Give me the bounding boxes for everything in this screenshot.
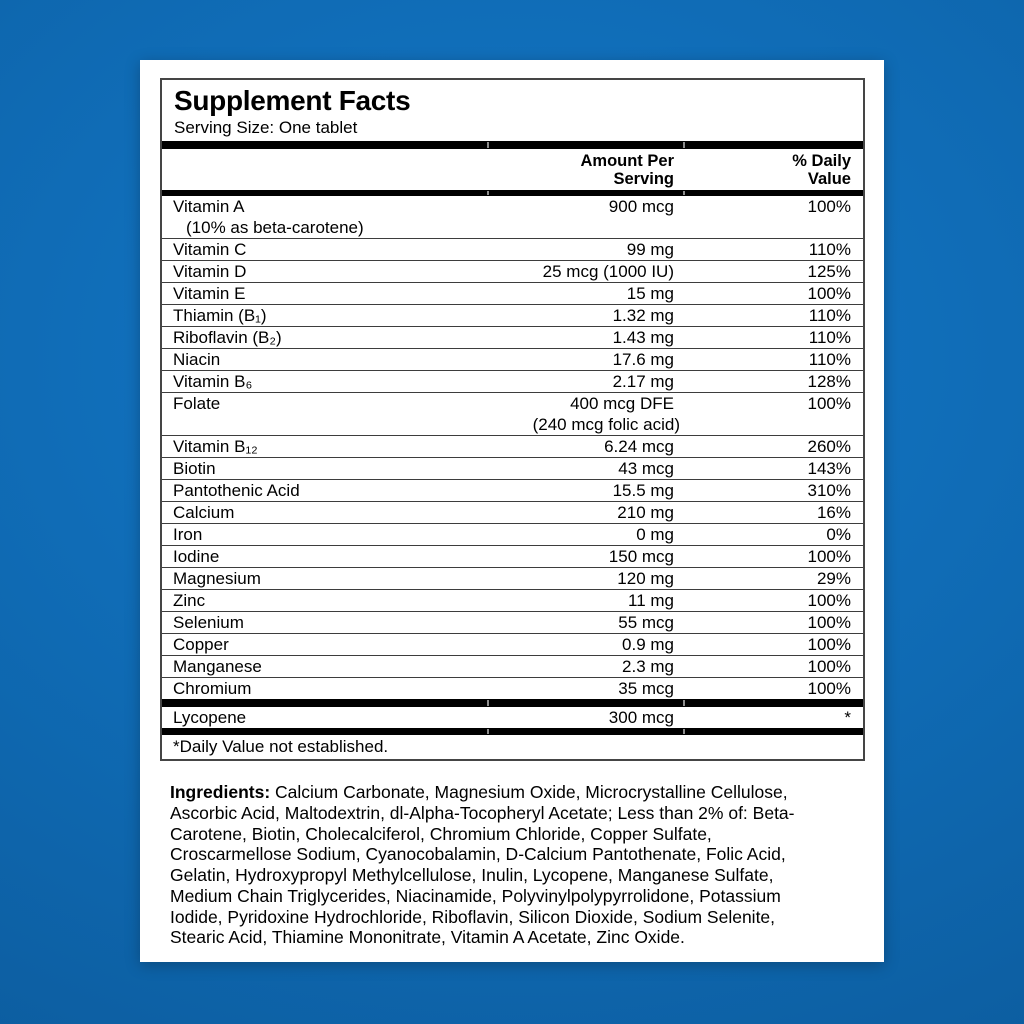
divider-bar [162,190,863,196]
nutrient-amount: 17.6 mg [612,350,674,369]
table-row [162,196,863,238]
column-notch [683,191,685,195]
nutrient-name: Riboflavin (B₂) [173,328,282,347]
table-row [162,655,863,677]
table-row [162,326,863,348]
nutrient-daily-value: 128% [807,372,851,391]
column-header-spacer [162,152,489,188]
nutrient-daily-value: 16% [816,503,851,522]
table-row [162,370,863,392]
nutrient-amount: 43 mcg [618,459,674,478]
column-header-amount: Amount Per Serving [580,152,674,188]
ingredients-line: Stearic Acid, Thiamine Mononitrate, Vitamin A Acetate, Zinc Oxide. [170,927,685,948]
nutrient-amount: 0.9 mg [622,635,674,654]
ingredients-paragraph [170,782,870,948]
table-row [162,633,863,655]
nutrient-daily-value: 100% [807,679,851,698]
nutrient-amount: 210 mg [617,503,674,522]
nutrient-amount: 99 mg [626,240,674,259]
nutrient-daily-value: 110% [808,350,851,369]
nutrient-daily-value: 29% [816,569,851,588]
ingredients-line: Carotene, Biotin, Cholecalciferol, Chromium Chloride, Copper Sulfate, [170,823,712,844]
nutrient-name: Lycopene [173,708,247,727]
nutrient-amount: 6.24 mcg [604,437,674,456]
nutrient-daily-value: * [844,708,851,727]
nutrient-table [162,196,863,699]
nutrient-amount: 300 mcg [608,708,674,727]
nutrient-name: Biotin [173,459,216,478]
nutrient-name: Vitamin A [173,197,245,216]
nutrient-amount: 0 mg [636,525,674,544]
panel-header [162,80,863,141]
nutrient-name: Zinc [173,591,206,610]
nutrient-amount: 15.5 mg [612,481,674,500]
table-row [162,282,863,304]
nutrient-daily-value: 100% [807,547,851,566]
nutrient-amount: 25 mcg (1000 IU) [542,262,674,281]
table-row [162,348,863,370]
nutrient-daily-value: 110% [808,306,851,325]
nutrient-daily-value: 100% [807,635,851,654]
nutrient-amount: 150 mcg [608,547,674,566]
nutrient-amount: 11 mg [628,591,674,610]
table-row [162,523,863,545]
nutrient-amount: 120 mg [617,569,674,588]
nutrient-amount: 55 mcg [618,613,674,632]
nutrient-amount: 35 mcg [618,679,674,698]
column-notch [683,142,685,148]
nutrient-daily-value: 260% [807,437,851,456]
nutrient-daily-value: 110% [808,328,851,347]
nutrient-daily-value: 143% [807,459,851,478]
table-row [162,567,863,589]
nutrient-amount: 1.43 mg [612,328,674,347]
column-notch [487,700,489,706]
nutrient-name: Selenium [173,613,244,632]
table-row [162,545,863,567]
nutrient-name: Iodine [173,547,220,566]
nutrient-name: Pantothenic Acid [173,481,300,500]
table-row [162,304,863,326]
nutrient-name: Iron [173,525,203,544]
nutrient-name: Vitamin E [173,284,246,303]
table-row [162,435,863,457]
serving-size: Serving Size: One tablet [174,118,358,137]
nutrient-name: Vitamin B₁₂ [173,437,258,456]
column-headers [162,149,863,190]
nutrient-name: Copper [173,635,229,654]
supplement-label-card [140,60,884,962]
nutrient-amount: 900 mcg [608,197,674,216]
table-row [162,238,863,260]
nutrient-daily-value: 100% [807,591,851,610]
ingredients-line: Croscarmellose Sodium, Cyanocobalamin, D-Calcium Pantothenate, Folic Acid, [170,844,786,865]
nutrient-amount-line2: (240 mcg folic acid) [532,415,680,434]
divider-bar [162,141,863,149]
column-notch [683,729,685,734]
nutrient-name-line2: (10% as beta-carotene) [186,218,364,237]
divider-bar [162,699,863,707]
nutrient-daily-value: 100% [807,657,851,676]
table-row [162,260,863,282]
supplement-facts-panel [160,78,865,761]
ingredients-line: Ascorbic Acid, Maltodextrin, dl-Alpha-Tocopheryl Acetate; Less than 2% of: Beta- [170,802,795,823]
nutrient-daily-value: 110% [808,240,851,259]
nutrient-daily-value: 100% [807,197,851,216]
table-row [162,457,863,479]
column-notch [487,142,489,148]
table-row [162,479,863,501]
nutrient-name: Vitamin C [173,240,247,259]
ingredients-line: Gelatin, Hydroxypropyl Methylcellulose, Inulin, Lycopene, Manganese Sulfate, [170,865,774,885]
nutrient-amount: 1.32 mg [612,306,674,325]
footnote: *Daily Value not established. [173,737,389,756]
nutrient-daily-value: 100% [807,284,851,303]
nutrient-name: Thiamin (B₁) [173,306,267,325]
nutrient-daily-value: 100% [807,394,851,413]
ingredients-line: Ingredients: Calcium Carbonate, Magnesium Oxide, Microcrystalline Cellulose, [170,782,788,802]
column-notch [487,729,489,734]
nutrient-name: Manganese [173,657,262,676]
ingredients-section [170,782,870,948]
table-row [162,589,863,611]
table-row [162,611,863,633]
table-row [162,392,863,435]
label-title: Supplement Facts [174,85,411,116]
column-header-daily-value: % Daily Value [792,152,851,188]
nutrient-daily-value: 100% [807,613,851,632]
table-row [162,501,863,523]
nutrient-daily-value: 0% [826,525,851,544]
nutrient-daily-value: 125% [807,262,851,281]
divider-bar [162,728,863,735]
other-ingredient-table [162,707,863,728]
nutrient-amount: 400 mcg DFE [570,394,674,413]
ingredients-line: Medium Chain Triglycerides, Niacinamide, Polyvinylpolypyrrolidone, Potassium [170,885,781,906]
nutrient-amount: 2.3 mg [622,657,674,676]
ingredients-line: Iodide, Pyridoxine Hydrochloride, Riboflavin, Silicon Dioxide, Sodium Selenite, [170,906,776,927]
nutrient-name: Magnesium [173,569,261,588]
nutrient-name: Vitamin D [173,262,247,281]
nutrient-amount: 15 mg [626,284,674,303]
nutrient-name: Folate [173,394,221,413]
nutrient-name: Vitamin B₆ [173,372,253,391]
ingredients-heading: Ingredients: [170,782,271,802]
column-notch [683,700,685,706]
nutrient-daily-value: 310% [807,481,851,500]
nutrient-name: Chromium [173,679,252,698]
nutrient-name: Niacin [173,350,221,369]
column-notch [487,191,489,195]
table-row [162,707,863,728]
nutrient-name: Calcium [173,503,235,522]
table-row [162,677,863,699]
nutrient-amount: 2.17 mg [612,372,674,391]
